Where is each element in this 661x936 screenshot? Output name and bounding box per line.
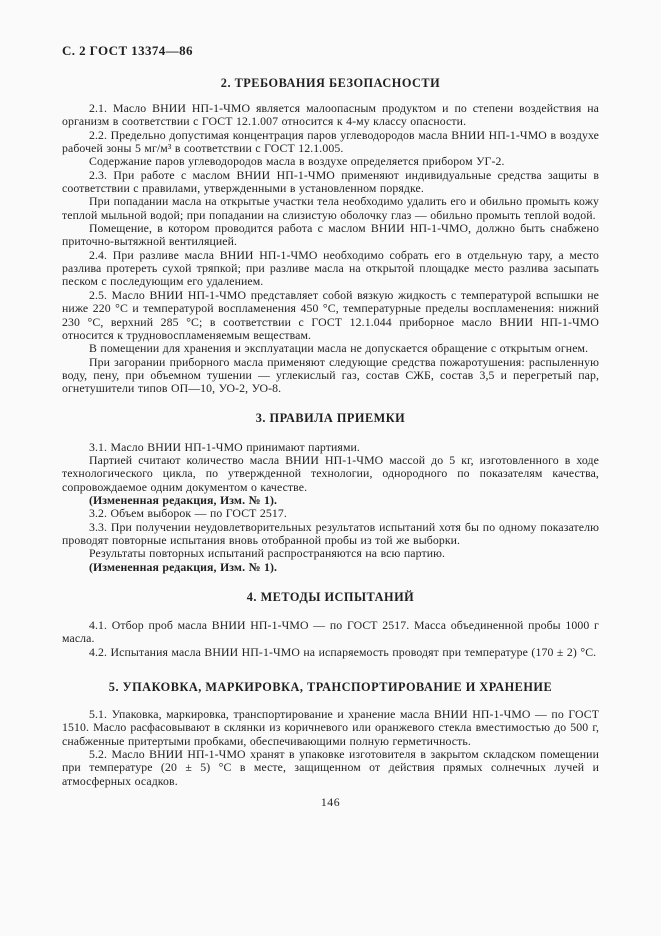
amendment-note-2: (Измененная редакция, Изм. № 1). <box>89 559 278 574</box>
paragraph-3-1: 3.1. Масло ВНИИ НП-1-ЧМО принимают партиями. <box>89 439 360 454</box>
paragraph-2-5-fire-extinguishing: При загорании приборного масла применяют следующие средства пожаротушения: распыленную воду, пену, при объемном тушении — углекислый газ, состав СЖБ, состав 3,5 и перегретый пар, огнетушители типов ОП—10, УО-2, УО-8. <box>62 354 599 396</box>
paragraph-4-2: 4.2. Испытания масла ВНИИ НП-1-ЧМО на испаряемость проводят при температуре (170 ± 2) °С. <box>89 644 597 659</box>
paragraph-3-1-batch-definition: Партией считают количество масла ВНИИ НП-1-ЧМО массой до 5 кг, изготовленного в ходе технологического цикла, по утвержденной технологии, однородного по показателям качества, сопровождаемое одним документом о качестве. <box>62 452 599 494</box>
paragraph-3-3-retest-results: Результаты повторных испытаний распространяются на всю партию. <box>89 546 446 561</box>
paragraph-4-1: 4.1. Отбор проб масла ВНИИ НП-1-ЧМО — по ГОСТ 2517. Масса объединенной пробы 1000 г масла. <box>62 618 599 646</box>
page-number: 146 <box>320 795 341 810</box>
paragraph-2-3-ventilation: Помещение, в котором проводится работа с маслом ВНИИ НП-1-ЧМО, должно быть снабжено приточно-вытяжной вентиляцией. <box>62 221 599 249</box>
section-title-packaging-storage: 5. УПАКОВКА, МАРКИРОВКА, ТРАНСПОРТИРОВАНИЕ И ХРАНЕНИЕ <box>108 680 553 695</box>
paragraph-2-2: 2.2. Предельно допустимая концентрация паров углеводородов масла ВНИИ НП-1-ЧМО в воздухе рабочей зоны 5 мг/м³ в соответствии с ГОСТ 12.1.005. <box>62 127 599 156</box>
paragraph-5-2: 5.2. Масло ВНИИ НП-1-ЧМО хранят в упаковке изготовителя в закрытом складском помещении при температуре (20 ± 5) °С в месте, защищенном от действия прямых солнечных лучей и атмосферных осадков. <box>62 747 599 788</box>
paragraph-2-3: 2.3. При работе с маслом ВНИИ НП-1-ЧМО применяют индивидуальные средства защиты в соответствии с правилами, утвержденными в установленном порядке. <box>62 167 599 196</box>
paragraph-5-1: 5.1. Упаковка, маркировка, транспортирование и хранение масла ВНИИ НП-1-ЧМО — по ГОСТ 1510. Масло расфасовывают в склянки из коричневого или оранжевого стекла вместимостью до 500 г, снабженные притертыми пробками, обеспечивающими полную герметичность. <box>62 707 599 748</box>
paragraph-2-3-skin-contact: При попадании масла на открытые участки тела необходимо удалить его и обильно промыть кожу теплой мыльной водой; при попадании на слизистую оболочку глаз — обильно промыть теплой водой. <box>62 194 599 222</box>
paragraph-2-1: 2.1. Масло ВНИИ НП-1-ЧМО является малоопасным продуктом и по степени воздействия на организм в соответствии с ГОСТ 12.1.007 относится к 4-му классу опасности. <box>62 101 599 129</box>
page-content <box>62 0 599 809</box>
amendment-note-1: (Измененная редакция, Изм. № 1). <box>89 492 278 507</box>
section-title-test-methods: 4. МЕТОДЫ ИСПЫТАНИЙ <box>246 590 415 604</box>
paragraph-3-2: 3.2. Объем выборок — по ГОСТ 2517. <box>89 506 287 521</box>
paragraph-3-3: 3.3. При получении неудовлетворительных результатов испытаний хотя бы по одному показателю проводят повторные испытания вновь отобранной пробы из той же выборки. <box>62 519 599 547</box>
section-title-safety-requirements: 2. ТРЕБОВАНИЯ БЕЗОПАСНОСТИ <box>220 76 441 90</box>
paragraph-2-4: 2.4. При разливе масла ВНИИ НП-1-ЧМО необходимо собрать его в отдельную тару, а место разлива протереть сухой тряпкой; при разливе масла на открытой площадке место разлива засыпать песком с последующим его удалением. <box>62 247 599 289</box>
running-header: С. 2 ГОСТ 13374—86 <box>62 43 193 58</box>
paragraph-2-2-note: Содержание паров углеводородов масла в воздухе определяется прибором УГ-2. <box>89 154 505 169</box>
section-title-acceptance-rules: 3. ПРАВИЛА ПРИЕМКИ <box>255 410 406 425</box>
paragraph-2-5: 2.5. Масло ВНИИ НП-1-ЧМО представляет собой вязкую жидкость с температурой вспышки не ниже 220 °С и температурой воспламенения 450 °С, температурные пределы воспламенения: нижний 230 °С, верхний 285 °С; в соответствии с ГОСТ 12.1.044 приборное масло ВНИИ НП-1-ЧМО относится к трудновоспламеняемым веществам. <box>62 287 599 342</box>
paragraph-2-5-open-flame: В помещении для хранения и эксплуатации масла не допускается обращение с открытым огнем. <box>89 341 589 356</box>
